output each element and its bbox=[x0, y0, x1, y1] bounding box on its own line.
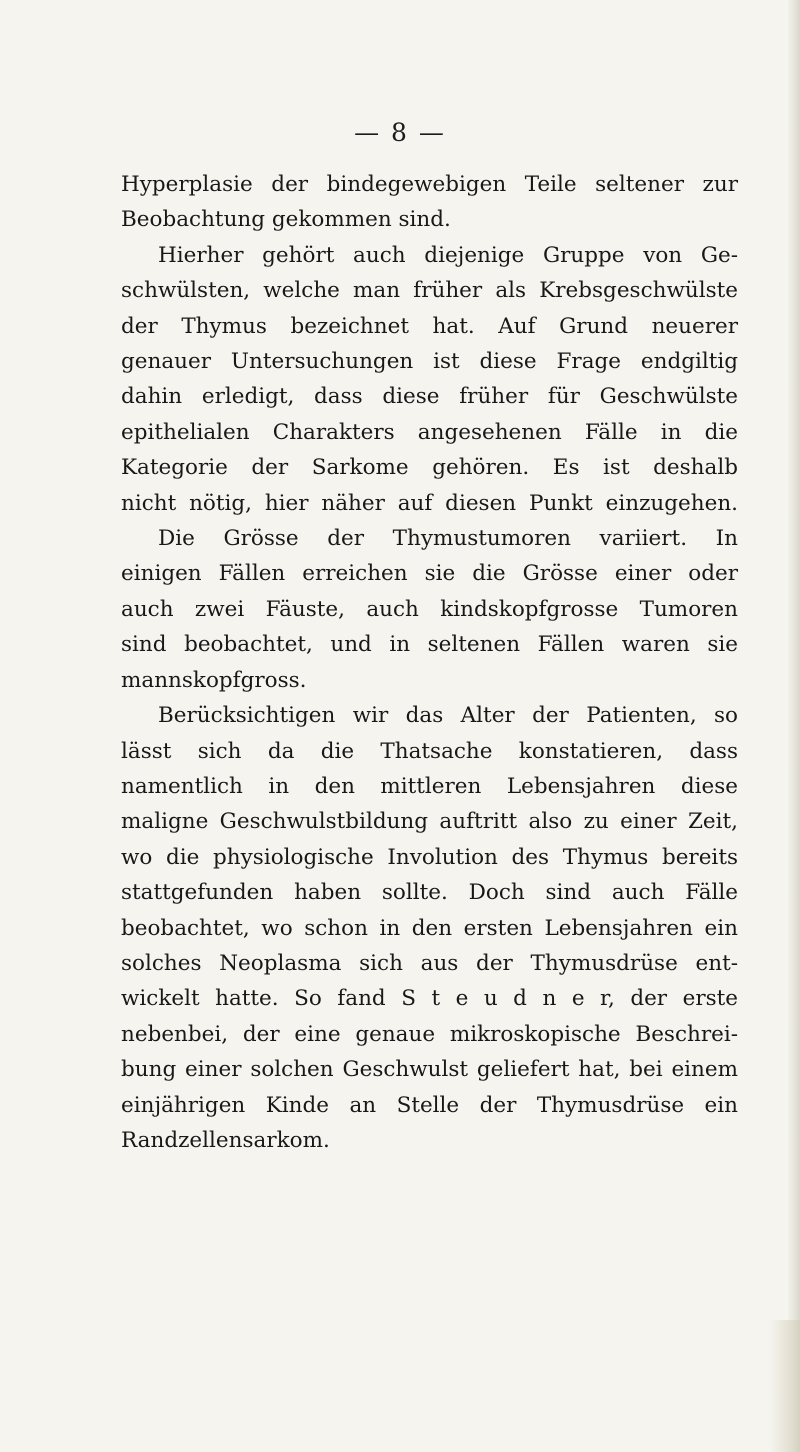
page-edge-shadow bbox=[788, 0, 800, 1452]
text-line: Berücksichtigen wir das Alter der Patienten, so bbox=[158, 703, 738, 729]
text-line: der Thymus bezeichnet hat. Auf Grund neuerer bbox=[121, 313, 738, 339]
text-line: auch zwei Fäuste, auch kindskopfgrosse Tumoren bbox=[121, 596, 738, 622]
text-line: Hyperplasie der bindegewebigen Teile seltener zur bbox=[121, 172, 738, 197]
paragraph-2 bbox=[121, 238, 738, 521]
text-line: Kategorie der Sarkome gehören. Es ist deshalb bbox=[121, 455, 738, 481]
paragraph-3 bbox=[121, 521, 738, 698]
text-line: mannskopfgross. bbox=[121, 667, 307, 693]
text-line: Hierher gehört auch diejenige Gruppe von Ge- bbox=[158, 242, 738, 268]
text-line: epithelialen Charakters angesehenen Fälle in die bbox=[121, 419, 738, 445]
text-line: maligne Geschwulstbildung auftritt also zu einer Zeit, bbox=[121, 809, 738, 835]
text-line: genauer Untersuchungen ist diese Frage endgiltig bbox=[121, 349, 738, 375]
paragraph-4 bbox=[121, 698, 738, 1158]
text-line: einigen Fällen erreichen sie die Grösse einer oder bbox=[121, 561, 738, 587]
text-line: bung einer solchen Geschwulst geliefert hat, bei einem bbox=[121, 1057, 738, 1083]
text-line: schwülsten, welche man früher als Krebsgeschwülste bbox=[121, 278, 738, 304]
text-line: stattgefunden haben sollte. Doch sind auch Fälle bbox=[121, 880, 738, 906]
text-line: namentlich in den mittleren Lebensjahren diese bbox=[121, 773, 738, 799]
text-line: nebenbei, der eine genaue mikroskopische Beschrei- bbox=[121, 1021, 738, 1047]
paragraph-1 bbox=[121, 167, 738, 238]
text-line: einjährigen Kinde an Stelle der Thymusdrüse ein bbox=[121, 1092, 738, 1118]
text-line: Beobachtung gekommen sind. bbox=[121, 207, 451, 233]
text-line: wo die physiologische Involution des Thymus bereits bbox=[121, 844, 738, 870]
page-number: — 8 — bbox=[354, 118, 446, 147]
page-corner-shadow bbox=[770, 1320, 800, 1452]
text-line: solches Neoplasma sich aus der Thymusdrüse ent- bbox=[121, 950, 738, 976]
text-line: dahin erledigt, dass diese früher für Geschwülste bbox=[121, 384, 738, 410]
text-line: lässt sich da die Thatsache konstatieren, dass bbox=[121, 738, 738, 764]
text-line: nicht nötig, hier näher auf diesen Punkt einzugehen. bbox=[121, 490, 738, 516]
body-text bbox=[121, 167, 738, 1158]
text-line: beobachtet, wo schon in den ersten Lebensjahren ein bbox=[121, 915, 738, 941]
text-line: Die Grösse der Thymustumoren variiert. In bbox=[158, 526, 738, 552]
text-line: Randzellensarkom. bbox=[121, 1127, 330, 1153]
text-line: sind beobachtet, und in seltenen Fällen waren sie bbox=[121, 632, 738, 658]
text-line: wickelt hatte. So fand S t e u d n e r, der erste bbox=[121, 986, 738, 1012]
